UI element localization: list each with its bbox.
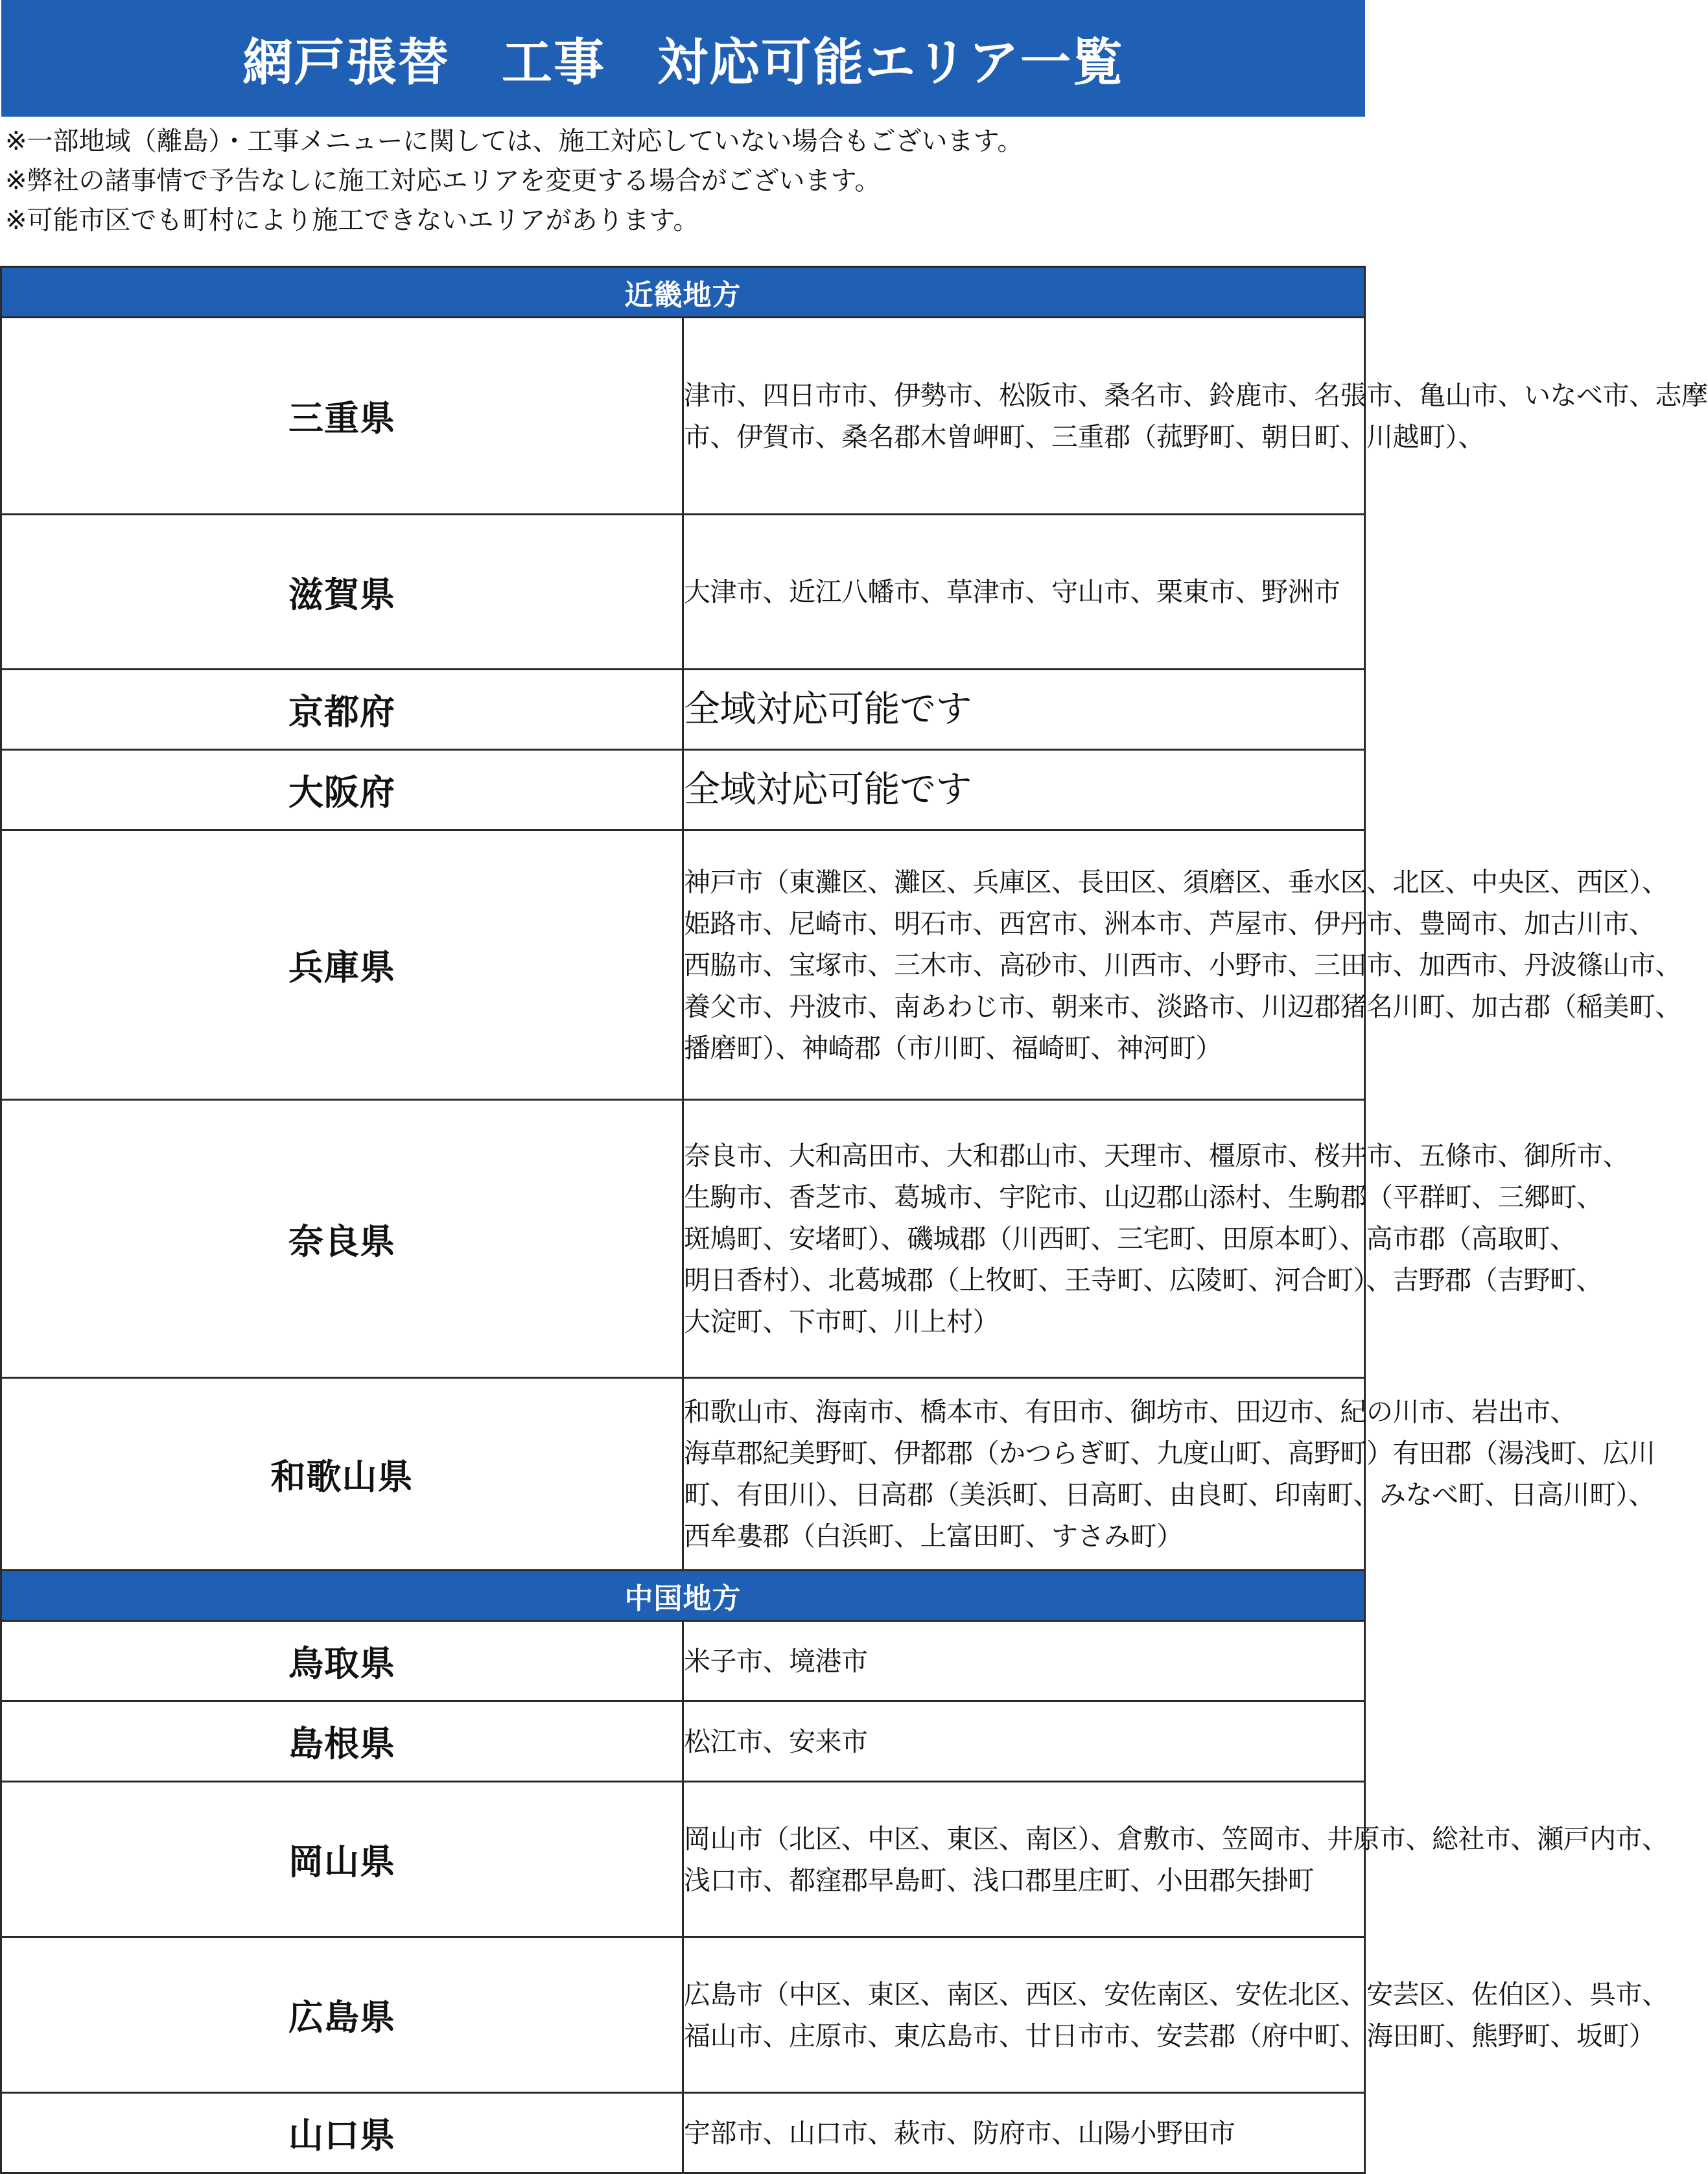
area-line: 西牟婁郡（白浜町、上富田町、すさみ町） (684, 1521, 1183, 1552)
area-line: 神戸市（東灘区、灘区、兵庫区、長田区、須磨区、垂水区、北区、中央区、西区）、 (684, 866, 1668, 898)
region-title: 近畿地方 (1, 267, 1365, 318)
notes (5, 122, 1366, 240)
area-line: 西脇市、宝塚市、三木市、高砂市、川西市、小野市、三田市、加西市、丹波篠山市、 (684, 949, 1681, 981)
area-line: 広島市（中区、東区、南区、西区、安佐南区、安佐北区、安芸区、佐伯区）、呉市、 (684, 1978, 1668, 2010)
area-list (683, 830, 1681, 1100)
area-line: 松江市、安来市 (684, 1725, 868, 1757)
area-line: 全域対応可能です (684, 688, 972, 731)
prefecture-name: 奈良県 (1, 1100, 683, 1378)
area-list (683, 318, 1708, 515)
area-list (683, 750, 1365, 830)
area-line: 全域対応可能です (684, 768, 972, 811)
area-line: 岡山市（北区、中区、東区、南区）、倉敷市、笠岡市、井原市、総社市、瀬戸内市、 (684, 1823, 1668, 1854)
note-remote-islands: ※一部地域（離島）・工事メニューに関しては、施工対応していない場合もございます。 (5, 126, 1024, 156)
prefecture-name: 島根県 (1, 1701, 683, 1782)
area-line: 養父市、丹波市、南あわじ市、朝来市、淡路市、川辺郡猪名川町、加古郡（稲美町、 (684, 990, 1681, 1022)
area-table (0, 266, 1708, 2174)
prefecture-row (1, 830, 1365, 1100)
area-line: 播磨町）、神崎郡（市川町、福崎町、神河町） (684, 1032, 1222, 1064)
area-list (683, 2093, 1365, 2173)
area-line: 福山市、庄原市、東広島市、廿日市市、安芸郡（府中町、海田町、熊野町、坂町） (684, 2020, 1655, 2051)
prefecture-row (1, 2093, 1365, 2173)
area-line: 斑鳩町、安堵町）、磯城郡（川西町、三宅町、田原本町）、高市郡（高取町、 (684, 1223, 1576, 1254)
page-title: 網戸張替 工事 対応可能エリア一覧 (1, 0, 1365, 117)
prefecture-name: 三重県 (1, 318, 683, 515)
area-line: 浅口市、都窪郡早島町、浅口郡里庄町、小田郡矢掛町 (684, 1864, 1314, 1896)
region-title: 中国地方 (1, 1571, 1365, 1621)
prefecture-row (1, 750, 1365, 830)
area-list (683, 1378, 1655, 1571)
area-line: 生駒市、香芝市、葛城市、宇陀市、山辺郡山添村、生駒郡（平群町、三郷町、 (684, 1182, 1603, 1213)
prefecture-row (1, 1701, 1365, 1782)
area-line: 奈良市、大和高田市、大和郡山市、天理市、橿原市、桜井市、五條市、御所市、 (684, 1140, 1629, 1171)
area-line: 市、伊賀市、桑名郡木曽岬町、三重郡（菰野町、朝日町、川越町）、 (684, 421, 1484, 452)
prefecture-name: 滋賀県 (1, 515, 683, 670)
area-list (683, 1937, 1668, 2093)
prefecture-row (1, 318, 1365, 515)
area-line: 姫路市、尼崎市、明石市、西宮市、洲本市、芦屋市、伊丹市、豊岡市、加古川市、 (684, 907, 1655, 939)
prefecture-name: 京都府 (1, 670, 683, 750)
prefecture-name: 大阪府 (1, 750, 683, 830)
note-area-change: ※弊社の諸事情で予告なしに施工対応エリアを変更する場合がございます。 (5, 166, 881, 196)
area-list (683, 670, 1365, 750)
prefecture-row (1, 1621, 1365, 1701)
area-line: 津市、四日市市、伊勢市、松阪市、桑名市、鈴鹿市、名張市、亀山市、いなべ市、志摩 (684, 379, 1708, 411)
prefecture-name: 和歌山県 (1, 1378, 683, 1571)
area-line: 宇部市、山口市、萩市、防府市、山陽小野田市 (684, 2117, 1235, 2149)
prefecture-name: 岡山県 (1, 1782, 683, 1937)
prefecture-row (1, 1782, 1365, 1937)
region-header-kinki (1, 267, 1365, 318)
area-line: 明日香村）、北葛城郡（上牧町、王寺町、広陵町、河合町）、吉野郡（吉野町、 (684, 1265, 1602, 1296)
area-line: 大淀町、下市町、川上村） (684, 1306, 999, 1337)
prefecture-row (1, 1937, 1365, 2093)
area-line: 和歌山市、海南市、橋本市、有田市、御坊市、田辺市、紀の川市、岩出市、 (684, 1396, 1576, 1427)
area-line: 大津市、近江八幡市、草津市、守山市、栗東市、野洲市 (684, 576, 1340, 607)
prefecture-row (1, 1378, 1365, 1571)
prefecture-row (1, 670, 1365, 750)
prefecture-name: 山口県 (1, 2093, 683, 2173)
area-list (683, 1100, 1629, 1378)
area-line: 海草郡紀美野町、伊都郡（かつらぎ町、九度山町、高野町）有田郡（湯浅町、広川 (684, 1438, 1655, 1469)
prefecture-name: 兵庫県 (1, 830, 683, 1100)
prefecture-row (1, 515, 1365, 670)
prefecture-name: 広島県 (1, 1937, 683, 2093)
area-list (683, 1782, 1668, 1937)
note-town-limit: ※可能市区でも町村により施工できないエリアがあります。 (5, 205, 699, 235)
area-list (683, 1701, 1365, 1782)
prefecture-name: 鳥取県 (1, 1621, 683, 1701)
area-line: 米子市、境港市 (684, 1645, 868, 1677)
area-list (683, 515, 1365, 670)
area-line: 町、有田川）、日高郡（美浜町、日高町、由良町、印南町、みなべ町、日高川町）、 (684, 1479, 1655, 1510)
region-header-chugoku (1, 1571, 1365, 1621)
area-list (683, 1621, 1365, 1701)
prefecture-row (1, 1100, 1365, 1378)
